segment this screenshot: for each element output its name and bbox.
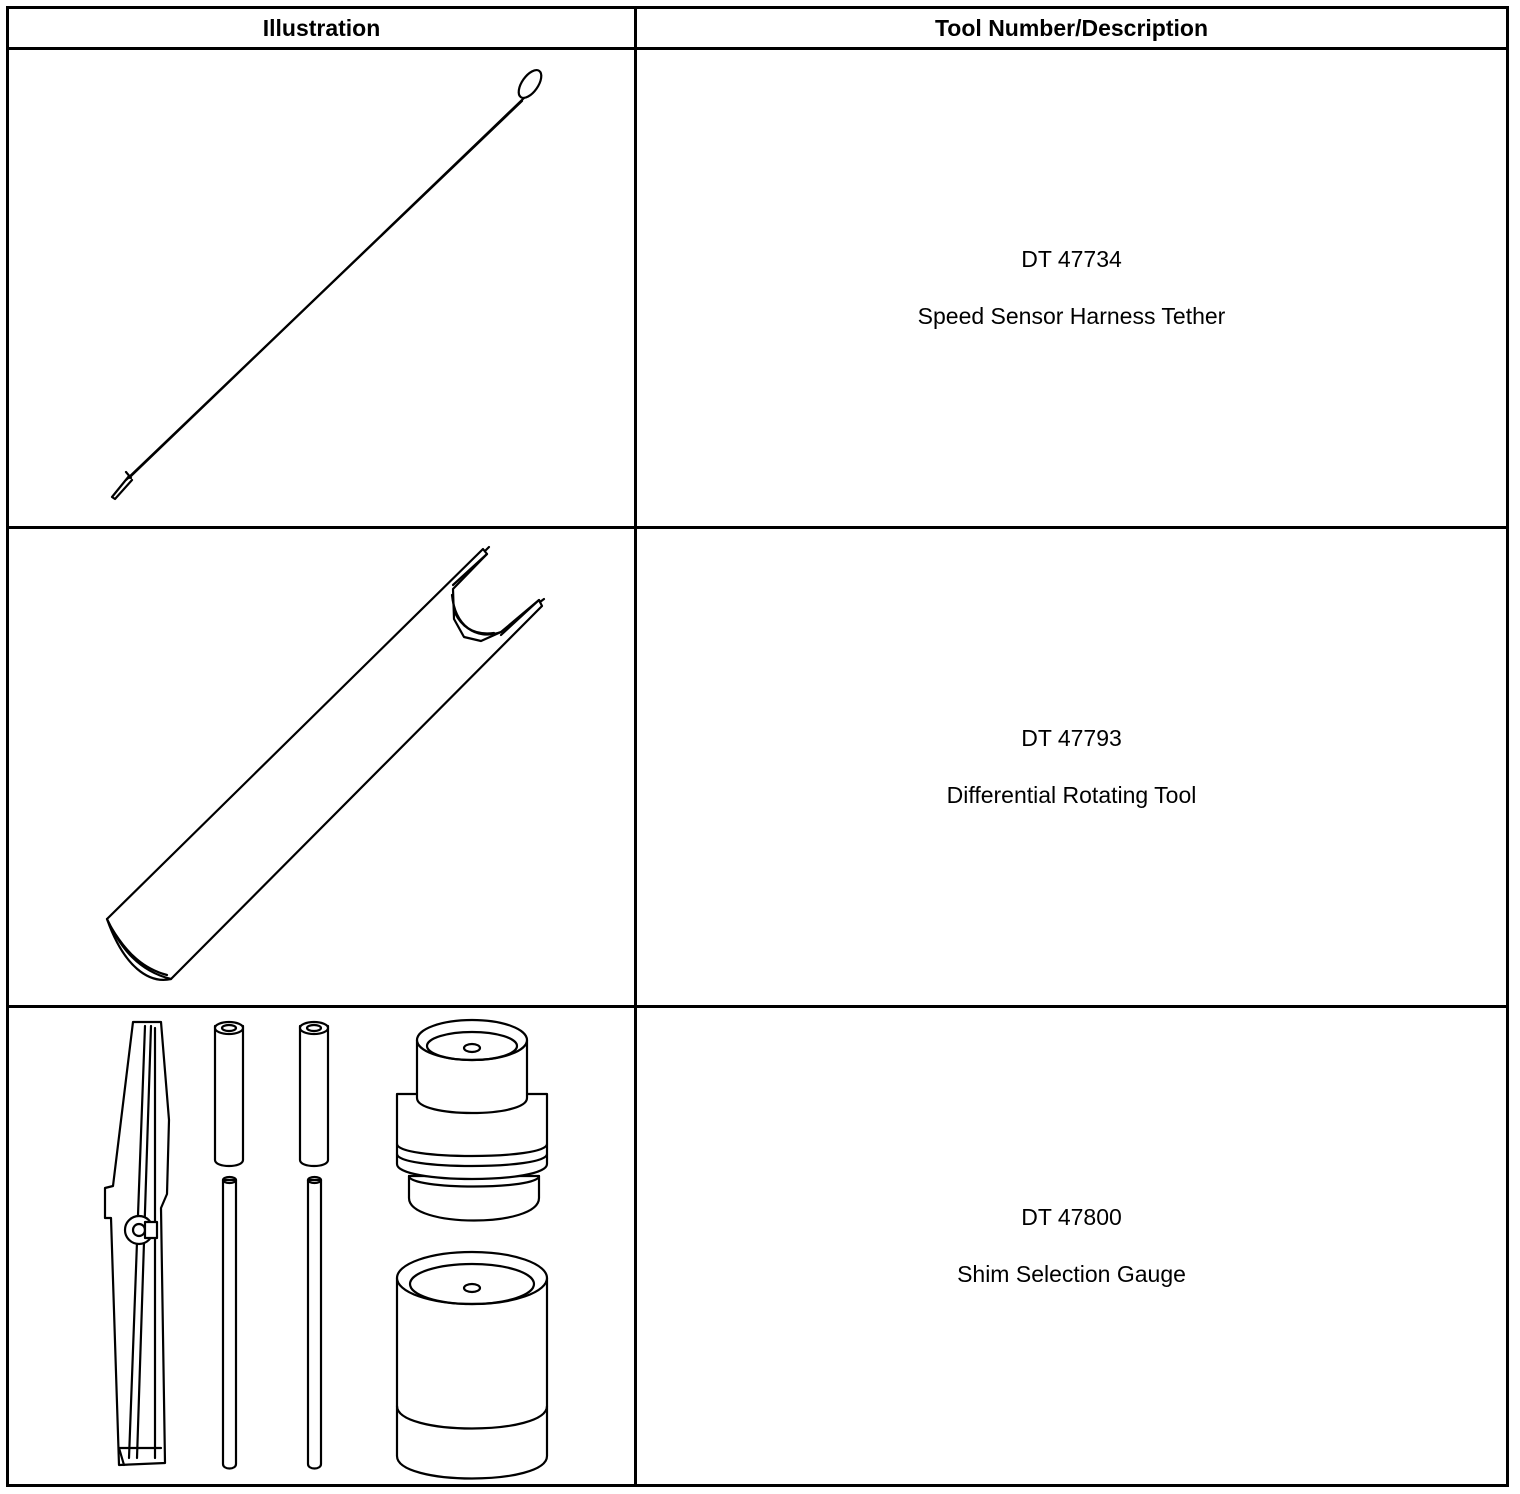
tool-description: Differential Rotating Tool: [946, 782, 1197, 808]
tool-description: Shim Selection Gauge: [957, 1261, 1186, 1287]
shim-selection-gauge-drawing: [9, 1008, 637, 1484]
tool-description: Speed Sensor Harness Tether: [917, 303, 1226, 329]
tool-description-cell: [636, 1007, 1508, 1486]
illustration-cell: [8, 49, 636, 528]
table-row: [8, 1007, 1508, 1486]
table-row: [8, 49, 1508, 528]
harness-tether-drawing: [9, 50, 637, 526]
header-tool-number-description: Tool Number/Description: [636, 8, 1508, 49]
illustration-cell: [8, 1007, 636, 1486]
tool-number: DT 47793: [1021, 725, 1122, 751]
illustration-cell: [8, 528, 636, 1007]
differential-rotating-tool-drawing: [9, 529, 637, 1005]
header-illustration: Illustration: [8, 8, 636, 49]
table-row: [8, 528, 1508, 1007]
tool-number: DT 47800: [1021, 1204, 1122, 1230]
special-tools-table: [6, 6, 1509, 1487]
tool-description-cell: [636, 528, 1508, 1007]
tool-number: DT 47734: [1021, 246, 1122, 272]
tool-description-cell: [636, 49, 1508, 528]
header-row: [8, 8, 1508, 49]
